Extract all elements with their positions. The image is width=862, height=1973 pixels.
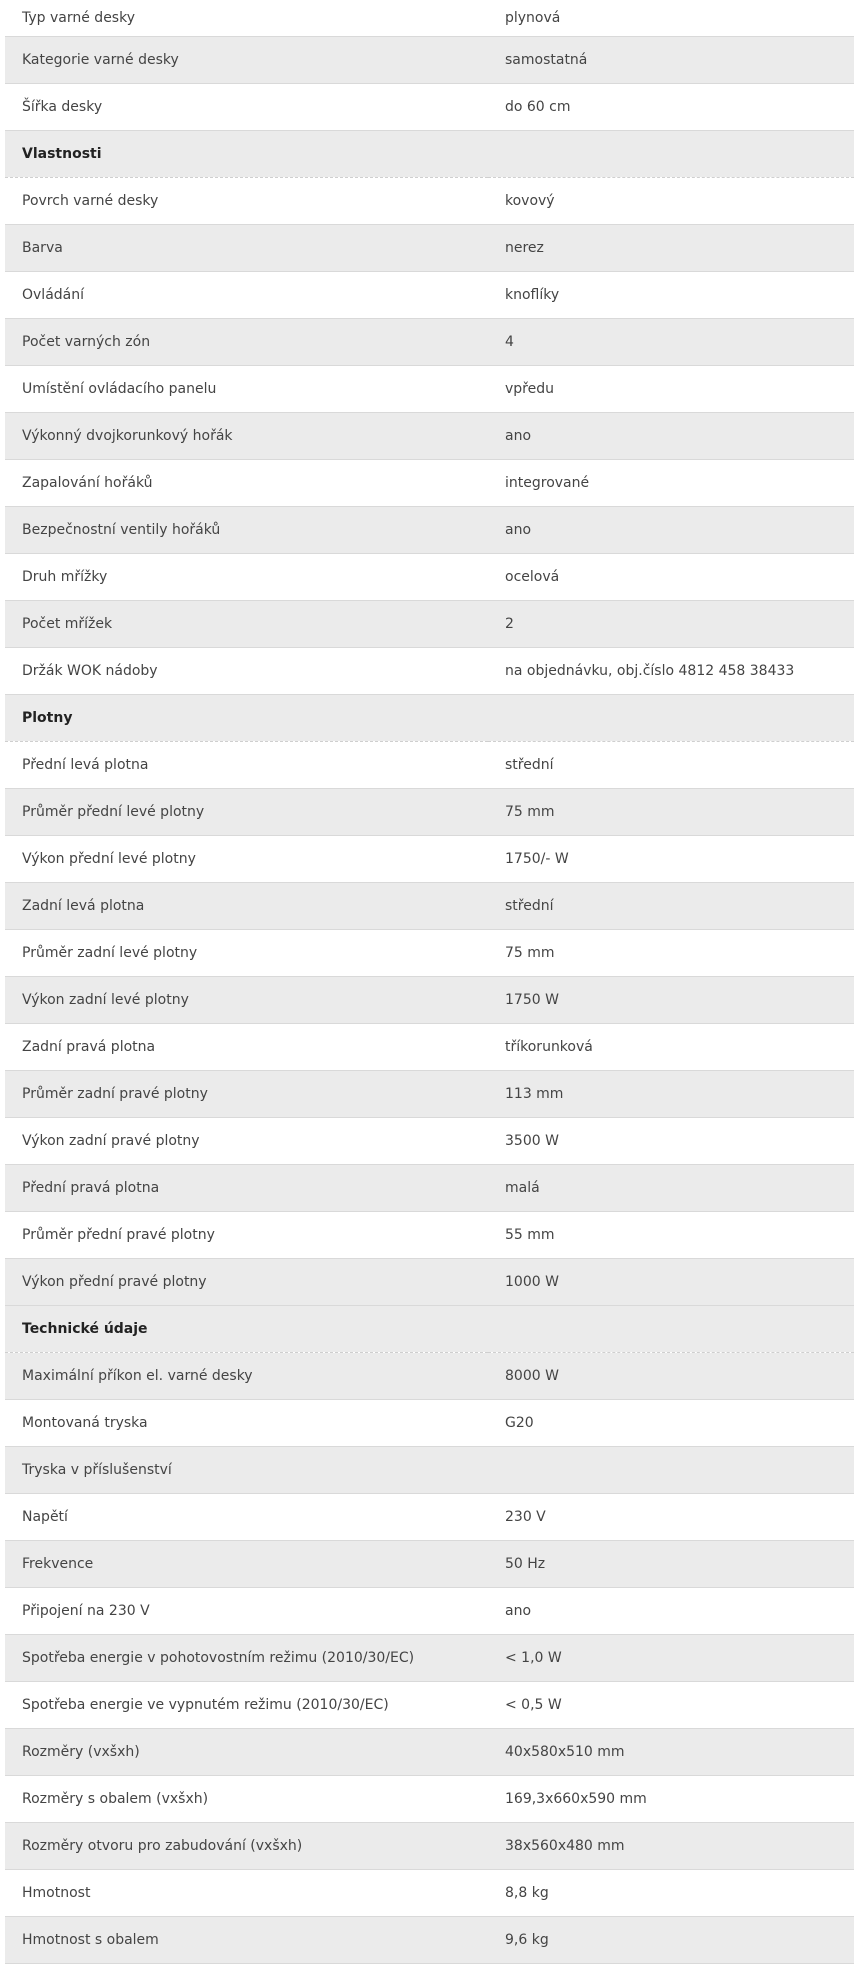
spec-label: Frekvence [5,1541,488,1588]
spec-row [5,1165,854,1212]
spec-row [5,225,854,272]
spec-value: na objednávku, obj.číslo 4812 458 38433 [488,648,854,695]
spec-label: Spotřeba energie ve vypnutém režimu (2010/30/EC) [5,1682,488,1729]
section-title: Vlastnosti [5,131,488,178]
spec-label: Počet varných zón [5,319,488,366]
spec-value: malá [488,1165,854,1212]
spec-label: Zapalování hořáků [5,460,488,507]
spec-row [5,319,854,366]
spec-label: Povrch varné desky [5,178,488,225]
spec-label: Hmotnost s obalem [5,1917,488,1964]
spec-value: střední [488,883,854,930]
spec-value: vpředu [488,366,854,413]
spec-row [5,930,854,977]
spec-value: 2 [488,601,854,648]
spec-label: Průměr zadní pravé plotny [5,1071,488,1118]
spec-row [5,507,854,554]
spec-value: 1750 W [488,977,854,1024]
spec-row [5,1682,854,1729]
spec-row [5,272,854,319]
spec-value: 4 [488,319,854,366]
spec-label: Přední pravá plotna [5,1165,488,1212]
spec-label: Výkon zadní pravé plotny [5,1118,488,1165]
spec-label: Kategorie varné desky [5,37,488,84]
spec-value: 9,6 kg [488,1917,854,1964]
spec-row [5,1024,854,1071]
spec-value: 113 mm [488,1071,854,1118]
spec-label: Druh mřížky [5,554,488,601]
spec-label: Umístění ovládacího panelu [5,366,488,413]
spec-value: < 0,5 W [488,1682,854,1729]
section-title: Technické údaje [5,1306,488,1353]
spec-row [5,1494,854,1541]
spec-row [5,1071,854,1118]
spec-row [5,1259,854,1306]
spec-value: samostatná [488,37,854,84]
spec-row [5,883,854,930]
spec-value: 75 mm [488,930,854,977]
spec-label: Výkon zadní levé plotny [5,977,488,1024]
spec-value: 75 mm [488,789,854,836]
spec-value: G20 [488,1400,854,1447]
spec-label: Připojení na 230 V [5,1588,488,1635]
spec-label: Rozměry otvoru pro zabudování (vxšxh) [5,1823,488,1870]
spec-label: Hmotnost [5,1870,488,1917]
spec-value: do 60 cm [488,84,854,131]
spec-label: Tryska v příslušenství [5,1447,488,1494]
spec-row [5,1118,854,1165]
spec-row [5,836,854,883]
spec-value: knoflíky [488,272,854,319]
spec-table [5,0,854,1964]
spec-row [5,1917,854,1964]
spec-label: Zadní levá plotna [5,883,488,930]
spec-value: nerez [488,225,854,272]
spec-value: 3500 W [488,1118,854,1165]
spec-row [5,789,854,836]
spec-value: kovový [488,178,854,225]
spec-row [5,413,854,460]
spec-row [5,1212,854,1259]
spec-value: < 1,0 W [488,1635,854,1682]
section-spacer [488,1306,854,1353]
spec-label: Přední levá plotna [5,742,488,789]
spec-label: Ovládání [5,272,488,319]
spec-label: Výkon přední levé plotny [5,836,488,883]
spec-label: Rozměry s obalem (vxšxh) [5,1776,488,1823]
spec-label: Spotřeba energie v pohotovostním režimu (2010/30/EC) [5,1635,488,1682]
spec-row [5,1823,854,1870]
spec-row [5,84,854,131]
spec-row [5,0,854,37]
spec-value: 230 V [488,1494,854,1541]
spec-row [5,742,854,789]
spec-label: Držák WOK nádoby [5,648,488,695]
spec-label: Maximální příkon el. varné desky [5,1353,488,1400]
spec-value: ocelová [488,554,854,601]
spec-label: Průměr přední pravé plotny [5,1212,488,1259]
spec-row [5,1635,854,1682]
spec-value: tříkorunková [488,1024,854,1071]
spec-value: 1000 W [488,1259,854,1306]
spec-value: 1750/- W [488,836,854,883]
spec-label: Zadní pravá plotna [5,1024,488,1071]
spec-label: Výkon přední pravé plotny [5,1259,488,1306]
spec-value [488,1447,854,1494]
spec-value: 55 mm [488,1212,854,1259]
spec-row [5,648,854,695]
spec-value: ano [488,507,854,554]
spec-value: 8000 W [488,1353,854,1400]
spec-value: 40x580x510 mm [488,1729,854,1776]
spec-label: Napětí [5,1494,488,1541]
spec-value: 38x560x480 mm [488,1823,854,1870]
section-header-row [5,131,854,178]
spec-label: Rozměry (vxšxh) [5,1729,488,1776]
spec-label: Průměr zadní levé plotny [5,930,488,977]
spec-row [5,1776,854,1823]
spec-row [5,977,854,1024]
spec-row [5,554,854,601]
spec-label: Průměr přední levé plotny [5,789,488,836]
spec-row [5,1870,854,1917]
spec-row [5,1588,854,1635]
spec-label: Šířka desky [5,84,488,131]
spec-value: střední [488,742,854,789]
spec-label: Bezpečnostní ventily hořáků [5,507,488,554]
spec-label: Barva [5,225,488,272]
spec-row [5,1447,854,1494]
spec-row [5,1541,854,1588]
section-header-row [5,1306,854,1353]
spec-row [5,178,854,225]
spec-row [5,37,854,84]
spec-label: Montovaná tryska [5,1400,488,1447]
spec-row [5,1400,854,1447]
section-spacer [488,695,854,742]
spec-value: ano [488,1588,854,1635]
spec-row [5,1729,854,1776]
section-title: Plotny [5,695,488,742]
spec-row [5,1353,854,1400]
spec-label: Počet mřížek [5,601,488,648]
spec-value: plynová [488,0,854,37]
spec-table-body [5,0,854,1964]
spec-row [5,601,854,648]
section-header-row [5,695,854,742]
spec-value: 50 Hz [488,1541,854,1588]
spec-value: 8,8 kg [488,1870,854,1917]
spec-row [5,460,854,507]
section-spacer [488,131,854,178]
spec-row [5,366,854,413]
spec-value: integrované [488,460,854,507]
spec-value: 169,3x660x590 mm [488,1776,854,1823]
spec-label: Typ varné desky [5,0,488,37]
spec-value: ano [488,413,854,460]
spec-label: Výkonný dvojkorunkový hořák [5,413,488,460]
